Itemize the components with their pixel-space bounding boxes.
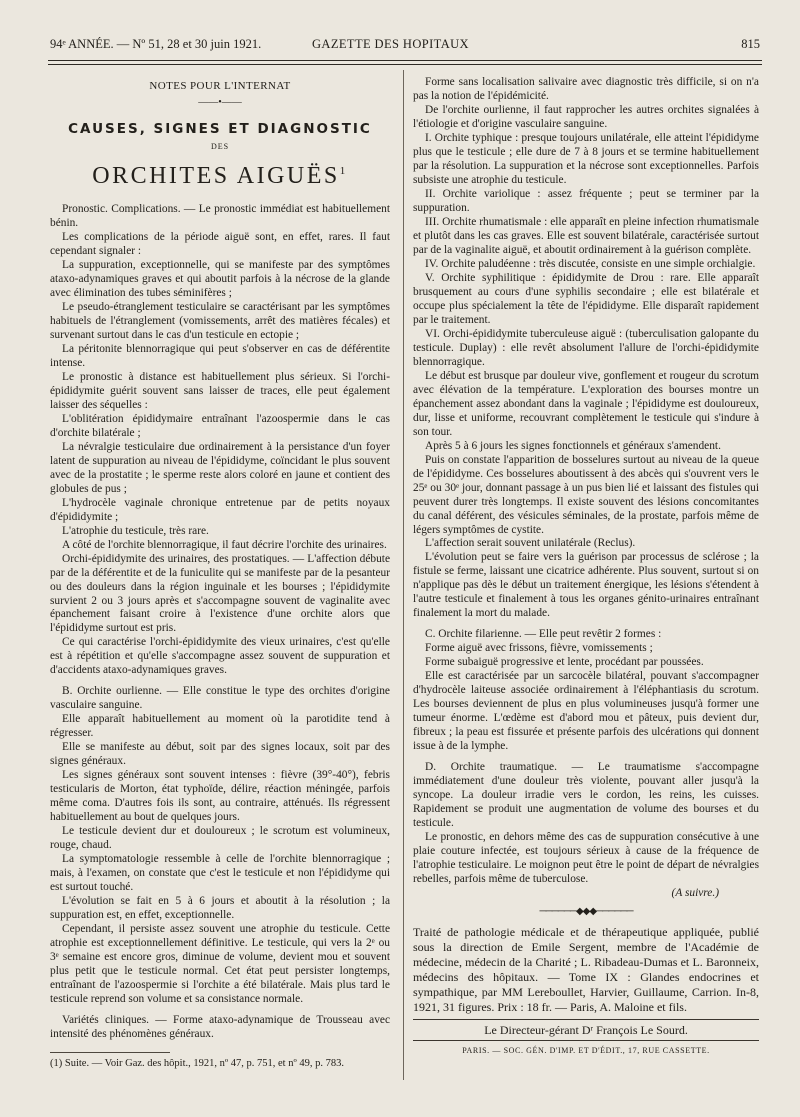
header-rule-double [48, 64, 762, 65]
article-title-line1: CAUSES, SIGNES ET DIAGNOSTIC [68, 120, 372, 137]
paragraph: L'affection serait souvent unilatérale (Reclus). [425, 537, 636, 550]
paragraph: Le début est brusque par douleur vive, gonflement et rougeur du scrotum avec élévation de la température. L'exploration des bourses montre un épanchement assez abondant dans la vaginale ; l'épididyme est douloureux, dur, lisse et uniforme, recouvrant complètement le testicule qui s'indure à son tour. [413, 369, 759, 438]
right-column [413, 76, 759, 1058]
paragraph: L'oblitération épididymaire entraînant l'azoospermie dans le cas d'orchite bilatérale ; [50, 412, 390, 439]
paragraph: Variétés cliniques. — Forme ataxo-adynamique de Trousseau avec intensité des phénomènes généraux. [50, 1014, 390, 1041]
paragraph: L'hydrocèle vaginale chronique entretenue par de petits noyaux d'épididymite ; [50, 496, 390, 523]
footnote-rule [50, 1052, 170, 1053]
paragraph: Forme aiguë avec frissons, fièvre, vomissements ; [425, 642, 653, 655]
left-column [50, 76, 390, 1070]
issue-info: 94ᵉ ANNÉE. — Nº 51, 28 et 30 juin 1921. [50, 37, 262, 51]
right-body-text [413, 76, 759, 887]
paragraph: V. Orchite syphilitique : épididymite de Drou : rare. Elle apparaît brusquement au cours d'une syphilis secondaire ; elle est bilatérale et occupe plus spécialement la tête de l'épididyme. Elle disparaît rapidement par le traitement. [413, 271, 759, 326]
paragraph: Forme subaiguë progressive et lente, procédant par poussées. [425, 656, 704, 669]
paragraph: Les complications de la période aiguë sont, en effet, rares. Il faut cependant signaler : [50, 230, 390, 257]
article-title-main: ORCHITES AIGUËS$^1$ [92, 162, 348, 189]
rubric-ornament: ——•—— [198, 96, 242, 108]
paragraph: La symptomatologie ressemble à celle de l'orchite blennorragique ; mais, à l'examen, on constate que c'est le testicule et non l'épididyme qui est surtout touché. [50, 853, 390, 894]
bibliography-notice: Traité de pathologie médicale et de thérapeutique appliquée, publié sous la direction de Emile Sergent, membre de l'Académie de médecine, médecin de la Charité ; L. Ribadeau-Dumas et L. Baronneix, médecins des hôpitaux. — Tome IX : Glandes endocrines et sympathique, par MM Lereboullet, Harvier, Guillaume, Carrion. In-8, 1921, 31 figures. Prix : 18 fr. — Paris, A. Maloine et fils. [413, 925, 759, 1015]
paragraph: Elle se manifeste au début, soit par des signes locaux, soit par des signes généraux. [50, 741, 390, 768]
page-header [50, 37, 760, 55]
header-rule [48, 60, 762, 61]
bibliography-rule [413, 1019, 759, 1020]
paragraph: Elle est caractérisée par un sarcocèle bilatéral, pouvant s'accompagner d'hydrocèle laiteuse associée ordinairement à l'éléphantiasis du scrotum. Les bourses deviennent de plus en plus volumineuses jusqu'à former une tumeur énorme. L'œdème est d'abord mou et pâteux, puis devient dur, fibreux ; la peau est fissurée et présente parfois des ulcérations qui donnent issue à de la lymphe. [413, 670, 759, 753]
paragraph: Ce qui caractérise l'orchi-épididymite des vieux urinaires, c'est qu'elle est à répétition et qu'elle s'accompagne assez souvent de suppuration et d'accidents ataxo-adynamiques graves. [50, 636, 390, 677]
paragraph: Orchi-épididymite des urinaires, des prostatiques. — L'affection débute par de la déférentite et de la funiculite qui se manifeste par de la pesanteur ou des douleurs dans la région inguinale et les bourses ; l'épididymite survient 2 ou 3 jours après et s'accompagne souvent de vaginalite avec épanchement faisant croire à l'existence d'une orchite alors que l'épididyme surtout est pris. [50, 552, 390, 635]
to-be-continued: (A suivre.) [671, 887, 719, 900]
page-number: 815 [741, 37, 760, 51]
paragraph: Cependant, il persiste assez souvent une atrophie du testicule. Cette atrophie est exceptionnellement définitive. Le testicule, qui vers la 2ᵉ ou 3ᵉ semaine est encore gros, diminue de volume, devient mou et souvent plus petit que le testicule normal. Cet état peut persister longtemps, entraînant de l'azoospermie si l'orchite a été bilatérale. Mais plus tard le testicule reprend son volume et sa consistance normale. [50, 923, 390, 1006]
paragraph: Puis on constate l'apparition de bosselures surtout au niveau de la queue de l'épididyme. Ces bosselures aboutissent à des abcès qui s'ouvrent vers le 25ᵉ ou 30ᵉ jour, donnant passage à un pus bien lié et laissant des fistules qui peuvent durer très longtemps. Il existe souvent des lésions concomitantes du canal déférent, des vésicules séminales, de la prostate, parfois même de légers symptômes de cystite. [413, 453, 759, 536]
paragraph: L'évolution se fait en 5 à 6 jours et aboutit à la résolution ; la suppuration est, en effet, exceptionnelle. [50, 895, 390, 922]
paragraph: Le testicule devient dur et douloureux ; le scrotum est volumineux, rouge, chaud. [50, 825, 390, 852]
paragraph: D. Orchite traumatique. — Le traumatisme s'accompagne immédiatement d'une douleur très violente, pouvant aller jusqu'à la syncope. La douleur irradie vers le cordon, les reins, les cuisses. Rapidement se produit une augmentation de volume des bourses et du testicule. [413, 761, 759, 830]
paragraph: C. Orchite filarienne. — Elle peut revêtir 2 formes : [425, 628, 662, 641]
paragraph: Forme sans localisation salivaire avec diagnostic très difficile, si on n'a pas la notion de l'épidémicité. [413, 76, 759, 102]
paragraph: Elle apparaît habituellement au moment où la parotidite tend à régresser. [50, 713, 390, 740]
paragraph: Après 5 à 6 jours les signes fonctionnels et généraux s'amendent. [425, 439, 721, 452]
paragraph: IV. Orchite paludéenne : très discutée, consiste en une simple orchialgie. [425, 257, 756, 270]
paragraph: De l'orchite ourlienne, il faut rapprocher les autres orchites signalées à l'étiologie et d'origine vasculaire sanguine. [413, 103, 759, 130]
paragraph: La suppuration, exceptionnelle, qui se manifeste par des symptômes ataxo-adynamiques graves et qui aboutit parfois à la nécrose de la glande avec élimination des tubes séminifères ; [50, 258, 390, 299]
paragraph: L'évolution peut se faire vers la guérison par processus de sclérose ; la fistule se ferme, laissant une cicatrice adhérente. Plus souvent, surtout si on n'applique pas dès le début un traitement énergique, les lésions s'étendent à l'autre testicule et finalement à tous les organes génito-urinaires entraînant finalement la mort du malade. [413, 551, 759, 620]
footnote: (1) Suite. — Voir Gaz. des hôpit., 1921, nº 47, p. 751, et nº 49, p. 783. [50, 1058, 344, 1070]
director-line: Le Directeur-gérant Dʳ François Le Sourd. [484, 1023, 688, 1038]
paragraph: Le pseudo-étranglement testiculaire se caractérisant par les symptômes habituels de l'étranglement (vomissements, arrêt des matières fécales) et survenant surtout dans le cas d'un testicule en ectopie ; [50, 300, 390, 341]
paragraph: La péritonite blennorragique qui peut s'observer en cas de déférentite intense. [50, 342, 390, 369]
paragraph: L'atrophie du testicule, très rare. [62, 524, 209, 537]
section-rubric: NOTES POUR L'INTERNAT [149, 80, 291, 92]
paragraph: II. Orchite variolique : assez fréquente ; peut se terminer par la suppuration. [413, 187, 759, 214]
section-ornament: ──────◆◆◆────── [539, 906, 633, 918]
column-divider [403, 70, 404, 1080]
paragraph: III. Orchite rhumatismale : elle apparaît en pleine infection rhumatismale et plutôt dans les cas graves. Elle est souvent bilatérale, caractérisée surtout par de la vaginalite aiguë, et aboutit ordinairement à la guérison complète. [413, 215, 759, 256]
footnote-marker: 1 [339, 164, 348, 177]
journal-title: GAZETTE DES HOPITAUX [312, 37, 469, 51]
paragraph: La névralgie testiculaire due ordinairement à la persistance d'un foyer latent de suppuration au niveau de l'épididyme, coïncidant le plus souvent avec de la prostatite ; le sperme reste alors coloré en jaune et contient des globules de pus ; [50, 440, 390, 495]
printer-line: PARIS. — SOC. GÉN. D'IMP. ET D'ÉDIT., 17, RUE CASSETTE. [413, 1040, 759, 1058]
paragraph: I. Orchite typhique : presque toujours unilatérale, elle atteint l'épididyme plus que le testicule ; elle dure de 7 à 8 jours et se termine habituellement par la résolution. La suppuration et la nécrose sont exceptionnelles. Parfois subsiste une atrophie du testicule. [413, 131, 759, 186]
paragraph: Le pronostic, en dehors même des cas de suppuration consécutive à une plaie couture infectée, est toujours sérieux à cause de la fréquence de l'atrophie testiculaire. Le moignon peut être le point de départ de névralgies rebelles, parfois même de tuberculose. [413, 831, 759, 886]
article-title-des: DES [210, 141, 230, 151]
paragraph: Les signes généraux sont souvent intenses : fièvre (39°-40°), febris testicularis de Morton, état typhoïde, délire, réaction méningée, parfois même coma. D'autres fois ils sont, au contraire, atténués. Ils régressent habituellement au bout de quelques jours. [50, 769, 390, 824]
paragraph: B. Orchite ourlienne. — Elle constitue le type des orchites d'origine vasculaire sanguine. [50, 685, 390, 712]
left-body-text [50, 203, 390, 1042]
paragraph: VI. Orchi-épididymite tuberculeuse aiguë : (tuberculisation galopante du testicule. Duplay) : elle revêt absolument l'allure de l'orchi-épididymite blennorragique. [413, 327, 759, 368]
paragraph: Pronostic. Complications. — Le pronostic immédiat est habituellement bénin. [50, 202, 390, 229]
paragraph: Le pronostic à distance est habituellement plus sérieux. Si l'orchi-épididymite guérit souvent sans laisser de traces, elle peut également laisser des séquelles : [50, 370, 390, 411]
paragraph: A côté de l'orchite blennorragique, il faut décrire l'orchite des urinaires. [62, 538, 387, 551]
